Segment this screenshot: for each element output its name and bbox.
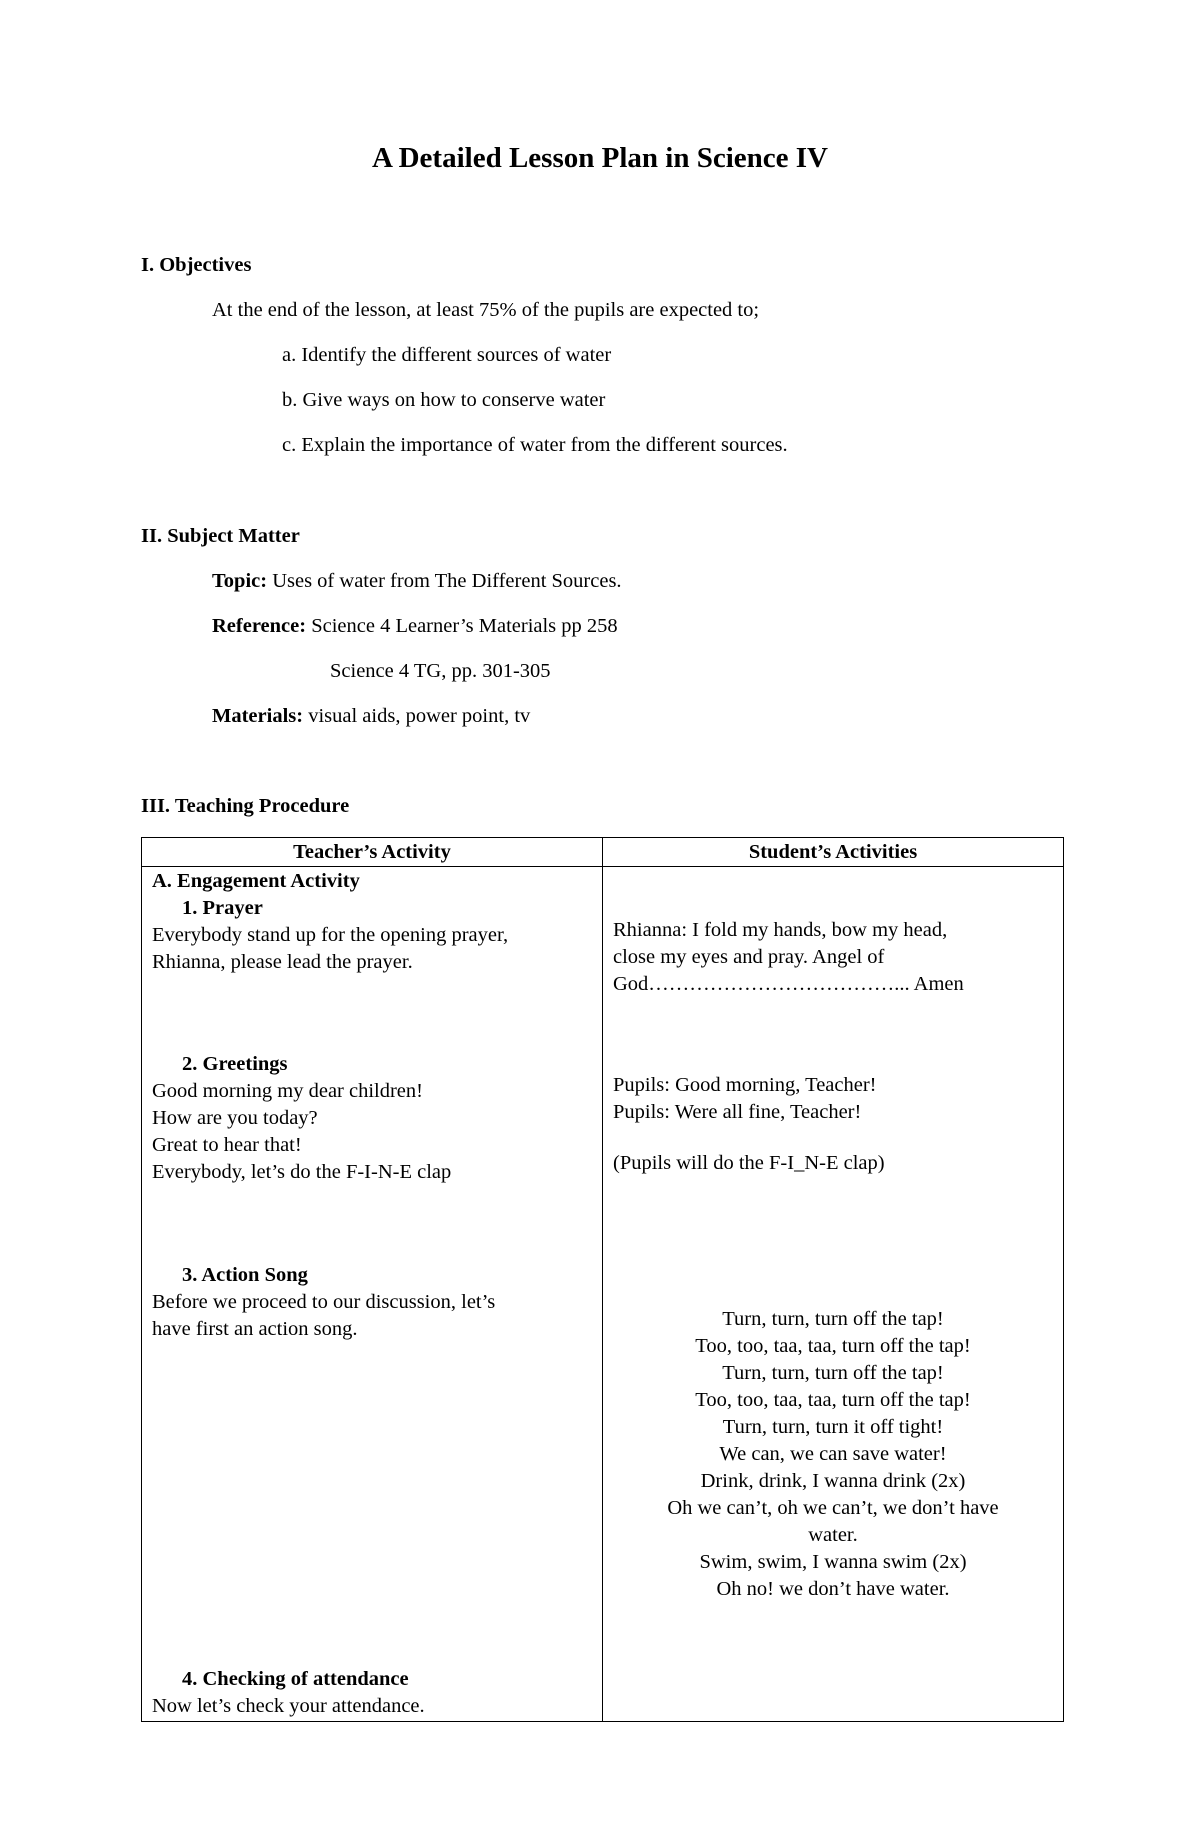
student-text-line: close my eyes and pray. Angel of [613, 946, 885, 968]
greetings-heading: 2. Greetings [182, 1053, 288, 1075]
teacher-text-line: Good morning my dear children! [152, 1080, 423, 1102]
song-lyric: Turn, turn, turn off the tap! [722, 1362, 944, 1384]
teacher-text-line: Now let’s check your attendance. [152, 1695, 425, 1717]
procedure-heading: III. Teaching Procedure [141, 795, 350, 817]
student-text-line: Pupils: Were all fine, Teacher! [613, 1101, 862, 1123]
action-song-heading: 3. Action Song [182, 1264, 308, 1286]
song-lyric: Too, too, taa, taa, turn off the tap! [695, 1389, 971, 1411]
page-title: A Detailed Lesson Plan in Science IV [372, 142, 828, 174]
teacher-text-line: How are you today? [152, 1107, 318, 1129]
table-row [142, 867, 1064, 1722]
objectives-heading: I. Objectives [141, 254, 252, 276]
song-lyric: Drink, drink, I wanna drink (2x) [700, 1470, 966, 1492]
teacher-text-line: Everybody, let’s do the F-I-N-E clap [152, 1161, 452, 1183]
topic-label: Topic: [212, 570, 268, 592]
objective-item: b. Give ways on how to conserve water [282, 389, 606, 411]
student-activity-cell [603, 867, 1064, 1722]
materials-line [212, 703, 530, 730]
student-text-line: (Pupils will do the F-I_N-E clap) [613, 1152, 885, 1174]
teacher-text-line: have first an action song. [152, 1318, 358, 1340]
engagement-heading: A. Engagement Activity [152, 870, 360, 892]
topic-line [212, 568, 622, 595]
materials-value: visual aids, power point, tv [308, 705, 531, 727]
topic-value: Uses of water from The Different Sources. [272, 570, 622, 592]
reference-label: Reference: [212, 615, 307, 637]
objective-item: c. Explain the importance of water from the different sources. [282, 434, 788, 456]
song-lyric: Turn, turn, turn off the tap! [722, 1308, 944, 1330]
student-column-header: Student’s Activities [603, 838, 1064, 867]
song-lyric: Oh no! we don’t have water. [716, 1578, 950, 1600]
objective-item: a. Identify the different sources of water [282, 344, 612, 366]
objectives-intro: At the end of the lesson, at least 75% of the pupils are expected to; [212, 299, 760, 321]
student-text-line: God………………………………... Amen [613, 973, 964, 995]
prayer-heading: 1. Prayer [182, 897, 263, 919]
materials-label: Materials: [212, 705, 304, 727]
procedure-table [141, 837, 1064, 1722]
student-text-line: Rhianna: I fold my hands, bow my head, [613, 919, 948, 941]
teacher-text-line: Before we proceed to our discussion, let’s [152, 1291, 496, 1313]
student-text-line: Pupils: Good morning, Teacher! [613, 1074, 877, 1096]
teacher-activity-cell [142, 867, 603, 1722]
song-lyric: water. [808, 1524, 858, 1546]
song-lyric: Too, too, taa, taa, turn off the tap! [695, 1335, 971, 1357]
reference-value-2: Science 4 TG, pp. 301-305 [330, 660, 551, 682]
song-lyric: Oh we can’t, oh we can’t, we don’t have [667, 1497, 999, 1519]
song-lyric: Turn, turn, turn it off tight! [722, 1416, 944, 1438]
song-lyric: Swim, swim, I wanna swim (2x) [699, 1551, 967, 1573]
song-lyric: We can, we can save water! [719, 1443, 947, 1465]
teacher-text-line: Great to hear that! [152, 1134, 302, 1156]
reference-value: Science 4 Learner’s Materials pp 258 [311, 615, 618, 637]
reference-line [212, 613, 618, 640]
teacher-text-line: Rhianna, please lead the prayer. [152, 951, 413, 973]
subject-matter-heading: II. Subject Matter [141, 525, 300, 547]
table-header-row [142, 838, 1064, 867]
teacher-text-line: Everybody stand up for the opening prayer, [152, 924, 509, 946]
teacher-column-header: Teacher’s Activity [142, 838, 603, 867]
attendance-heading: 4. Checking of attendance [182, 1668, 409, 1690]
